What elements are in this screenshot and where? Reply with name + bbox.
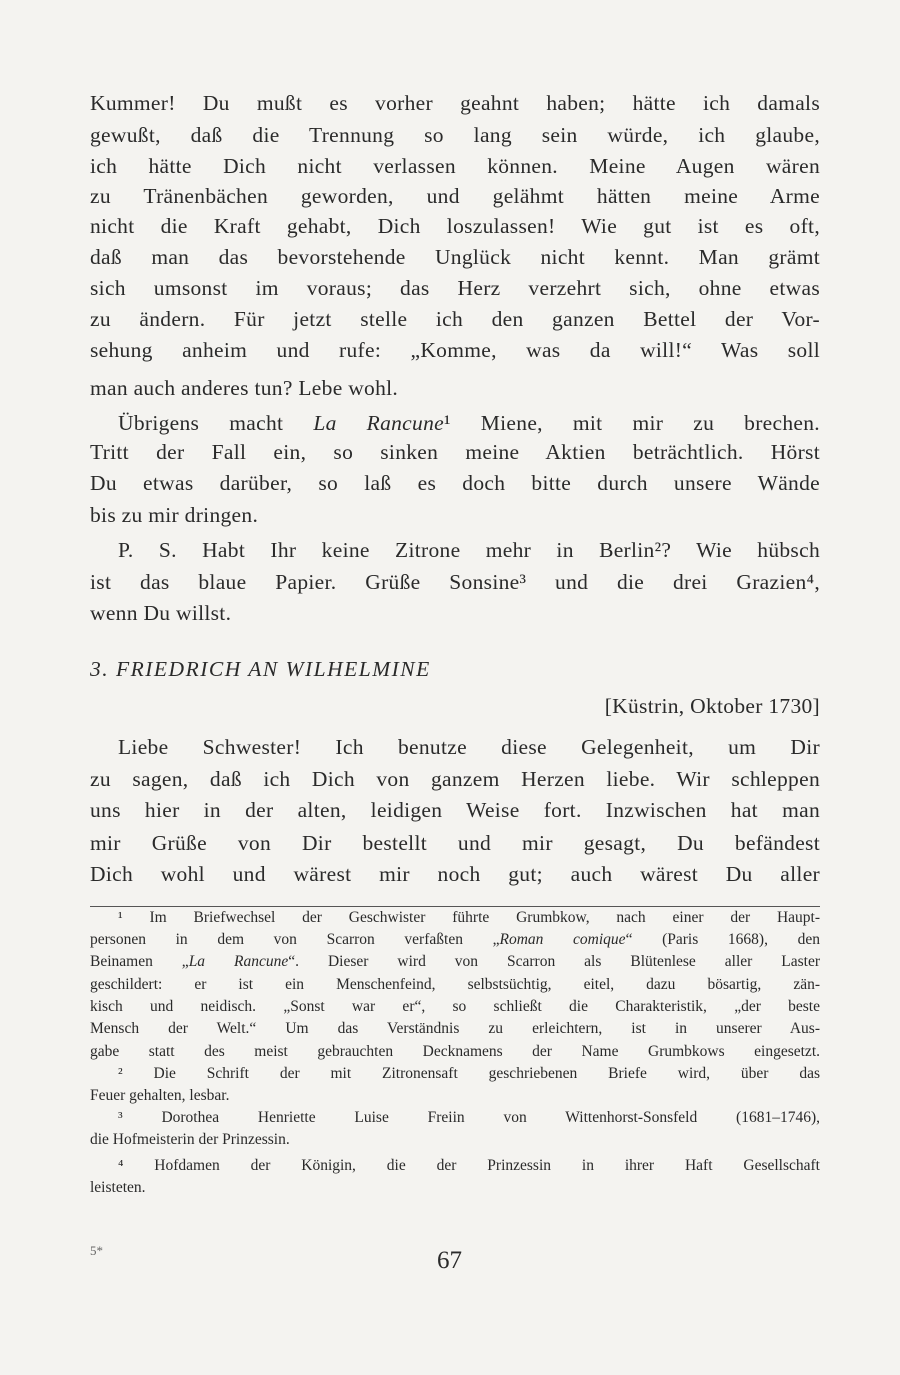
footnote-line: die Hofmeisterin der Prinzessin.	[90, 1131, 290, 1148]
text-line: Kummer! Du mußt es vorher geahnt haben; hätte ich damals	[90, 91, 820, 115]
text-line: gewußt, daß die Trennung so lang sein würde, ich glaube,	[90, 123, 820, 147]
text-line: wenn Du willst.	[90, 601, 232, 625]
text-line: man auch anderes tun? Lebe wohl.	[90, 376, 399, 400]
text-line: Dich wohl und wärest mir noch gut; auch wärest Du aller	[90, 862, 820, 886]
footnote-line: ⁴ Hofdamen der Königin, die der Prinzessin in ihrer Haft Gesellschaft	[118, 1157, 820, 1174]
text-line: zu sagen, daß ich Dich von ganzem Herzen liebe. Wir schleppen	[90, 767, 820, 791]
footnote-line: leisteten.	[90, 1179, 146, 1196]
footnote-line	[90, 932, 820, 948]
text-line: uns hier in der alten, leidigen Weise fort. Inzwischen hat man	[90, 798, 820, 822]
italic-title: La Rancune	[188, 953, 289, 970]
text-line: bis zu mir dringen.	[90, 503, 259, 527]
text-line: nicht die Kraft gehabt, Dich loszulassen! Wie gut ist es oft,	[90, 214, 820, 238]
text-line: ich hätte Dich nicht verlassen können. Meine Augen wären	[90, 154, 820, 178]
text-line: Tritt der Fall ein, so sinken meine Aktien beträchtlich. Hörst	[90, 440, 820, 464]
footnote-divider	[90, 906, 820, 907]
footnote-line: gabe statt des meist gebrauchten Decknamens der Name Grumbkows eingesetzt.	[90, 1043, 820, 1060]
footnote-line: ³ Dorothea Henriette Luise Freiin von Wittenhorst-Sonsfeld (1681–1746),	[118, 1109, 820, 1126]
text-line: ist das blaue Papier. Grüße Sonsine³ und die drei Grazien⁴,	[90, 570, 820, 594]
text-line: Du etwas darüber, so laß es doch bitte durch unsere Wände	[90, 471, 820, 495]
text-line: sehung anheim und rufe: „Komme, was da will!“ Was soll	[90, 338, 820, 362]
text-segment: Übrigens macht	[118, 411, 314, 435]
text-line: P. S. Habt Ihr keine Zitrone mehr in Berlin²? Wie hübsch	[118, 538, 820, 562]
text-line: daß man das bevorstehende Unglück nicht kennt. Man grämt	[90, 245, 820, 269]
footnote-line	[90, 954, 820, 970]
italic-title: Roman comique	[499, 931, 626, 948]
footnote-line: Mensch der Welt.“ Um das Verständnis zu erleichtern, ist in unserer Aus-	[90, 1020, 820, 1037]
footnote-line: geschildert: er ist ein Menschenfeind, selbstsüchtig, eitel, dazu bösartig, zän-	[90, 976, 820, 993]
letter-dateline: [Küstrin, Oktober 1730]	[604, 694, 820, 718]
text-segment: “. Dieser wird von Scarron als Blütenlese aller Laster	[288, 953, 820, 970]
footnote-line: ¹ Im Briefwechsel der Geschwister führte Grumbkow, nach einer der Haupt-	[118, 909, 820, 926]
text-line: sich umsonst im voraus; das Herz verzehrt sich, ohne etwas	[90, 276, 820, 300]
text-line: Liebe Schwester! Ich benutze diese Gelegenheit, um Dir	[118, 735, 820, 759]
text-segment: personen in dem von Scarron verfaßten „	[90, 931, 500, 948]
signature-mark: 5*	[90, 1243, 103, 1258]
text-segment: ¹ Miene, mit mir zu brechen.	[443, 411, 820, 435]
text-segment: Beinamen „	[90, 953, 189, 970]
text-line: zu Tränenbächen geworden, und gelähmt hätten meine Arme	[90, 184, 820, 208]
text-segment: “ (Paris 1668), den	[625, 931, 820, 948]
italic-title: La Rancune	[313, 411, 444, 435]
page-number: 67	[437, 1247, 462, 1274]
footnote-line: ² Die Schrift der mit Zitronensaft geschriebenen Briefe wird, über das	[118, 1065, 820, 1082]
text-line: zu ändern. Für jetzt stelle ich den ganzen Bettel der Vor-	[90, 307, 820, 331]
text-line	[90, 413, 820, 435]
footnote-line: Feuer gehalten, lesbar.	[90, 1087, 230, 1104]
footnote-line: kisch und neidisch. „Sonst war er“, so schließt die Charakteristik, „der beste	[90, 998, 820, 1015]
text-line: mir Grüße von Dir bestellt und mir gesagt, Du befändest	[90, 831, 820, 855]
letter-heading: 3. FRIEDRICH AN WILHELMINE	[90, 657, 431, 681]
